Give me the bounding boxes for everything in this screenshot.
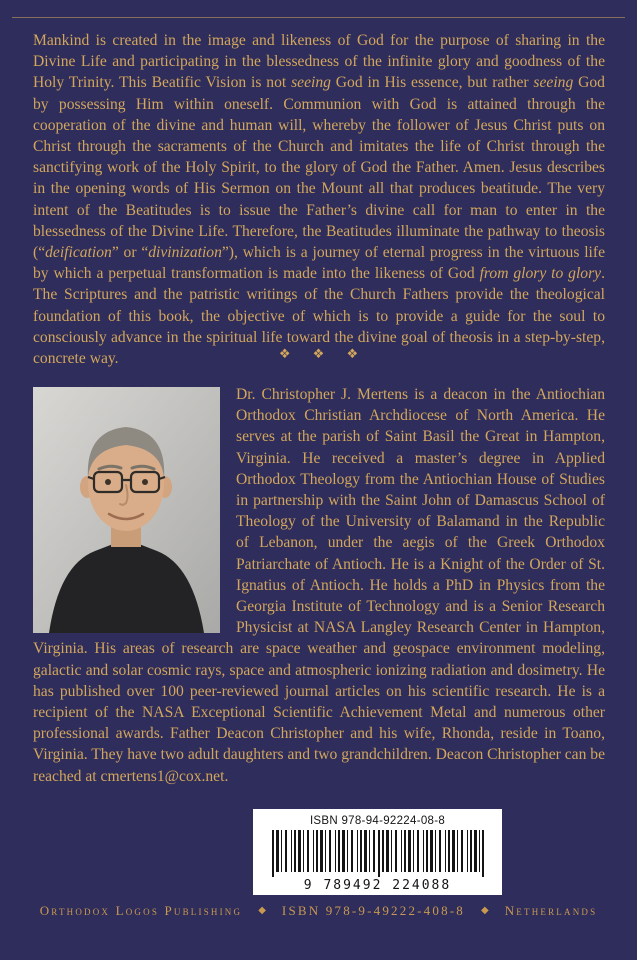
synopsis-text-segment: divinization — [148, 244, 222, 262]
synopsis-text-segment: God by possessing Him within oneself. Communion with God is attained through the cooperation of the divine and human will, whereby the follower of Jesus Christ puts on Christ through the sacraments of the Church and imitates the life of Christ through the sanctifying work of the Holy Spirit, to the glory of God the Father. Amen. Jesus describes in the opening words of His Sermon on the Mount all that produces beatitude. The very intent of the Beatitudes is to issue the Father’s divine call for man to enter in the blessedness of the Divine Life. Therefore, the Beatitudes illuminate the pathway to theosis (“ — [33, 74, 605, 262]
diamond-separator-icon: ◆ — [481, 904, 489, 916]
synopsis-text-segment: seeing — [533, 74, 574, 92]
barcode-digits: 9 789492 224088 — [303, 878, 452, 893]
synopsis-text-segment: . The Scriptures and the patristic writings of the Church Fathers provide the theological foundation of this book, the objective of which is to provide a guide for the soul to consciously advance in the spiritual life toward the divine goal of theosis in a step-by-step, concrete way. — [33, 265, 605, 368]
barcode-guard-bar — [482, 830, 484, 877]
synopsis-text-segment: ”), which is a journey of eternal progress in the virtuous life by which a perpetual transformation is made into the likeness of God — [33, 244, 605, 283]
publisher-footer — [0, 903, 637, 919]
email-address: cmertens1@cox.net — [100, 767, 225, 785]
synopsis-text-segment: deification — [45, 244, 112, 262]
diamond-separator-icon: ◆ — [258, 904, 266, 916]
footer-isbn: ISBN 978-9-49222-408-8 — [281, 903, 466, 918]
synopsis-text-segment: Mankind is created in the image and likeness of God for the purpose of sharing in the Divine Life and participating in the blessedness of the infinite glory and goodness of the Holy Trinity. This Beatific Vision is not — [33, 32, 605, 92]
bio-text-segment: . — [224, 767, 229, 785]
synopsis-text-segment: seeing — [291, 74, 331, 92]
ornament-divider — [0, 347, 637, 362]
synopsis-text-segment: from glory to glory — [479, 265, 602, 283]
cross-ornament-icon: ❖ — [346, 347, 359, 362]
barcode-guard-bar — [378, 830, 380, 877]
cross-ornament-icon: ❖ — [312, 347, 325, 362]
barcode-guard-bar — [272, 830, 274, 877]
synopsis-text-segment: ” or “ — [111, 244, 149, 262]
barcode-bars — [272, 830, 484, 877]
author-portrait-illustration — [33, 387, 220, 633]
synopsis-text-segment: God in His essence, but rather — [330, 74, 534, 92]
top-border-line — [12, 17, 625, 18]
cross-ornament-icon: ❖ — [278, 347, 291, 362]
bio-text-segment: Dr. Christopher J. Mertens is a deacon in the Antiochian Orthodox Christian Archdiocese of North America. He serves at the parish of Saint Basil the Great in Hampton, Virginia. He received a master’s degree in Applied Orthodox Theology from the Antiochian House of Studies in partnership with the Saint John of Damascus School of Theology of the University of Balamand in the Republic of Lebanon, under the aegis of the Greek Orthodox Patriarchate of Antioch. He is a Knight of the Order of St. Ignatius of Antioch. He holds a PhD in Physics from the Georgia Institute of Technology and is a Senior Research Physicist at NASA Langley Research Center in Hampton, Virginia. His areas of research are space weather and geospace environment modeling, galactic and solar cosmic rays, space and atmospheric ionizing radiation and dosimetry. He has published over 100 peer-reviewed journal articles on his scientific research. He is a recipient of the NASA Exceptional Scientific Achievement Metal and numerous other professional awards. Father Deacon Christopher and his wife, Rhonda, reside in Toano, Virginia. They have two adult daughters and two grandchildren. Deacon Christopher can be reached at — [33, 386, 605, 785]
country-name: Netherlands — [504, 903, 598, 918]
isbn-label: ISBN 978-94-92224-08-8 — [309, 815, 446, 827]
author-bio-section — [33, 384, 605, 787]
synopsis-paragraph — [33, 30, 605, 369]
publisher-name: Orthodox Logos Publishing — [39, 903, 243, 918]
author-photo — [33, 387, 220, 633]
barcode-section — [253, 809, 502, 895]
